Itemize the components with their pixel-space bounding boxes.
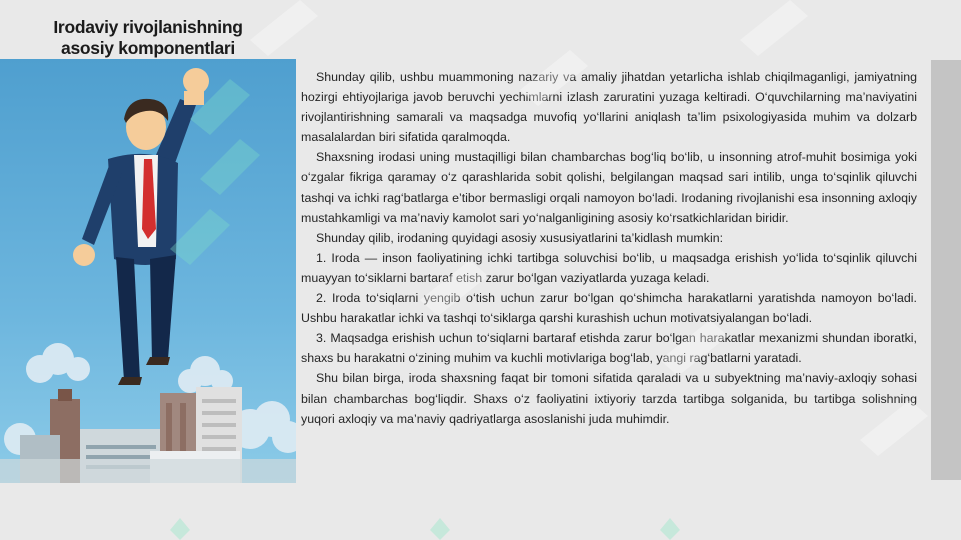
paragraph: 3. Maqsadga erishish uchun to‘siqlarni bartaraf etishda zarur bo‘lgan harakatlar mexanizmi shundan iboratki, shaxs bu harakatni o‘zining muhim va kuchli motivlariga bog‘lab, yangi rag‘batlarni yaratadi. [301, 331, 917, 366]
slide-title-line-2: asosiy komponentlari [61, 38, 235, 58]
slide-title [0, 17, 296, 59]
paragraph: Shu bilan birga, iroda shaxsning faqat bir tomoni sifatida qaraladi va u subyektning ma’naviy-axloqiy sohasi bilan chambarchas bog‘liqdir. Shaxs o‘z faoliyatini ixtiyoriy tarzda tartibga solganida, bu tartibga solishning yuqori axloqiy va ma’naviy qadriyatlarga asoslanishi juda muhimdir. [301, 371, 917, 426]
slide-title-line-1: Irodaviy rivojlanishning [53, 17, 243, 37]
vertical-scrollbar[interactable] [931, 60, 961, 480]
paragraph: Shaxsning irodasi uning mustaqilligi bilan chambarchas bog‘liq bo‘lib, u insonning atrof-muhit bosimiga yoki o‘zgalar fikriga qaramay o‘z qarashlarida sobit qolishi, belgilangan maqsad sari intilib, unga to‘sqinlik qiluvchi tashqi va ichki rag‘batlarga e’tibor bermasligi orqali namoyon bo‘ladi. Irodaning rivojlanishi esa insonning axloqiy mustahkamligi va ma’naviy kamolot sari yo‘nalganligining asosiy ko‘rsatkichlaridan biridir. [301, 150, 917, 225]
paragraph: 1. Iroda — inson faoliyatining ichki tartibga soluvchisi bo‘lib, u maqsadga erishish yo‘lida to‘sqinlik qiluvchi muayyan to‘siklarni bartaraf etish zarur bo‘lgan vaziyatlarda yuzaga keladi. [301, 250, 917, 285]
paragraph: Shunday qilib, irodaning quyidagi asosiy xususiyatlarini ta’kidlash mumkin: [316, 230, 724, 245]
slide-body-text [301, 67, 917, 429]
paragraph: Shunday qilib, ushbu muammoning nazariy va amaliy jihatdan yetarlicha ishlab chiqilmaganligi, jamiyatning hozirgi ehtiyojlariga javob beruvchi yechimlarni izlash zaruratini yuzaga keltiradi. O‘quvchilarning ma’naviyatini rivojlantirishning samarali va maqsadga muvofiq yo‘llarini aniqlash ta’lim psixologiyasida muhim va dolzarb masalalardan biri sifatida qaralmoqda. [301, 70, 917, 145]
paragraph: 2. Iroda to‘siqlarni yengib o‘tish uchun zarur bo‘lgan qo‘shimcha harakatlarni yaratishda namoyon bo‘ladi. Ushbu harakatlar ichki va tashqi to‘siklarga qarshi kurashish uchun motivatsiyalangan bo‘ladi. [301, 291, 917, 326]
businessman-flying-over-city-illustration [0, 59, 296, 483]
